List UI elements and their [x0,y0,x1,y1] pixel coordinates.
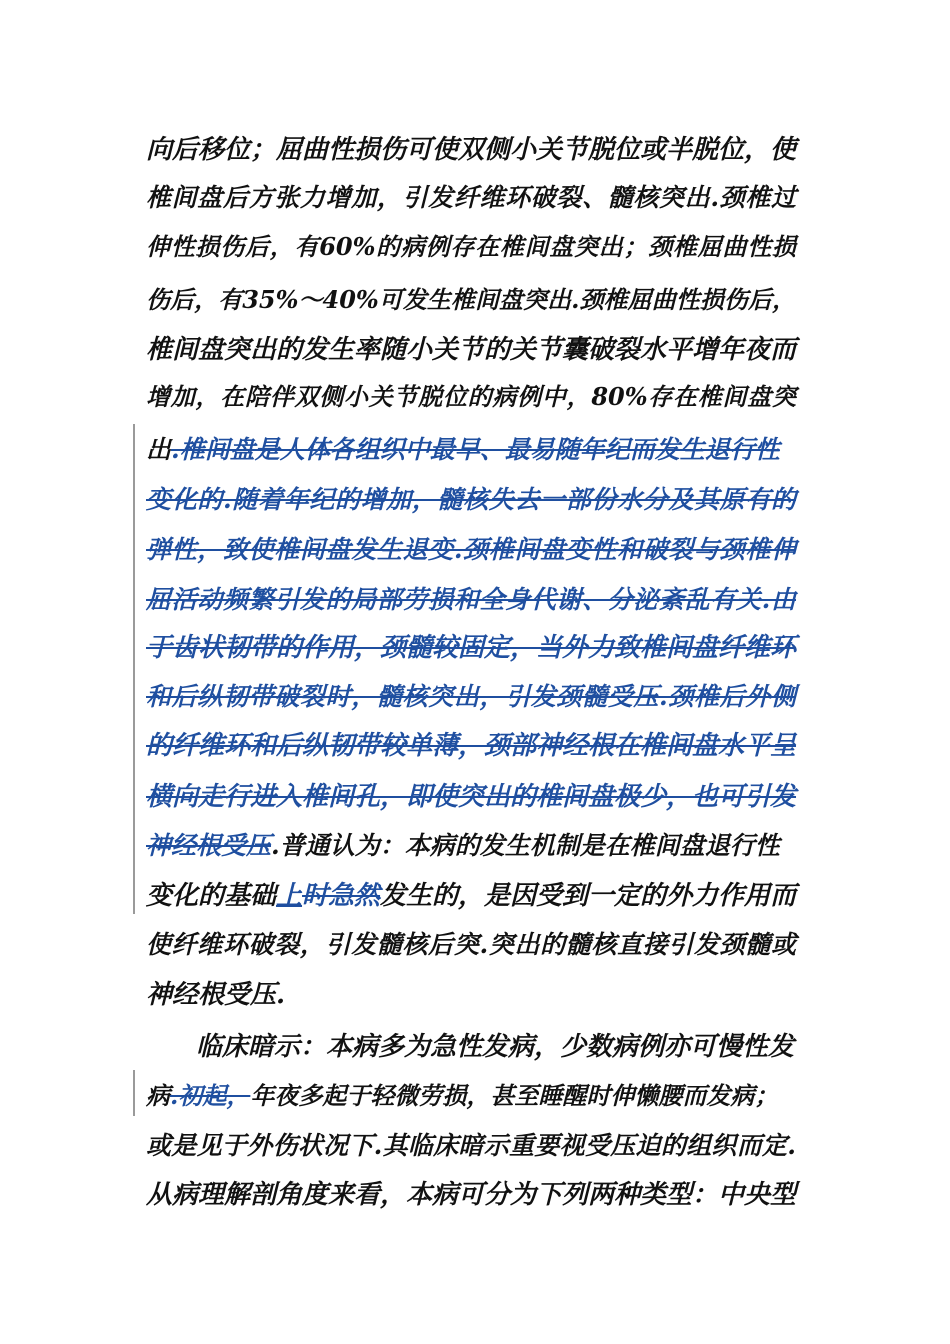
text-run: 使纤维环破裂，引发髓核后突.突出的髓核直接引发颈髓或 [146,930,796,959]
text-line-22 [146,1175,796,1215]
text-run: 出 [146,435,172,464]
text-line-17 [146,925,796,965]
revision-change-bar-2 [133,1070,135,1116]
deleted-text: 横向走行进入椎间孔，即使突出的椎间盘极少，也可引发 [146,782,797,812]
text-run: 本病多为急性发病，少数病例亦可慢性发 [326,1032,795,1062]
text-run: 增加，在陪伴双侧小关节脱位的病例中，80%存在椎间盘突 [146,382,796,411]
revision-change-bar [133,424,135,914]
deleted-text: .椎间盘是人体各组织中最早、最易随年纪而发生退行性 [171,435,780,464]
text-line-21 [146,1126,796,1166]
deleted-text: 弹性，致使椎间盘发生退变.颈椎间盘变性和破裂与颈椎伸 [146,535,796,564]
deleted-text: .初起， [170,1081,251,1110]
section-heading: 临床暗示： [196,1032,327,1062]
text-line-19 [196,1027,796,1067]
text-line-10 [146,580,796,620]
text-run: .普通认为：本病的发生机制是在椎间盘退行性 [271,831,780,860]
text-run: 向后移位；屈曲性损伤可使双侧小关节脱位或半脱位，使 [146,135,797,165]
text-line-15 [146,826,796,866]
deleted-text: 时急然 [302,881,381,911]
text-line-18 [146,975,796,1015]
text-run: 伤后，有35%～40%可发生椎间盘突出.颈椎屈曲性损伤后， [146,285,796,314]
text-run: 神经根受压. [146,980,286,1010]
deleted-text: 的纤维环和后纵韧带较单薄，颈部神经根在椎间盘水平呈 [146,731,797,761]
text-run: 伸性损伤后，有60%的病例存在椎间盘突出；颈椎屈曲性损 [146,232,796,261]
deleted-text: 变化的.随着年纪的增加，髓核失去一部份水分及其原有的 [146,485,796,514]
text-line-3 [146,227,796,267]
text-line-14 [146,777,796,817]
text-run: 病 [146,1081,170,1110]
text-run: 椎间盘后方张力增加，引发纤维环破裂、髓核突出.颈椎过 [146,183,796,212]
text-line-2 [146,178,796,218]
text-run: 椎间盘突出的发生率随小关节的关节囊破裂水平增年夜而 [146,335,797,365]
text-line-5 [146,330,796,370]
text-line-9 [146,530,796,570]
inserted-text: 上 [276,881,303,911]
deleted-text: 屈活动频繁引发的局部劳损和全身代谢、分泌紊乱有关.由 [146,585,796,614]
text-line-7 [146,430,796,470]
text-line-8 [146,480,796,520]
text-run: 发生的，是因受到一定的外力作用而 [380,881,797,911]
deleted-text: 神经根受压 [146,831,272,860]
text-line-11 [146,628,796,668]
text-run: 年夜多起于轻微劳损，甚至睡醒时伸懒腰而发病； [250,1081,779,1110]
text-line-12 [146,677,796,717]
text-run: 从病理解剖角度来看，本病可分为下列两种类型：中央型 [146,1180,797,1210]
text-line-1 [146,130,796,170]
text-line-13 [146,726,796,766]
text-run: 变化的基础 [146,881,277,911]
deleted-text: 于齿状韧带的作用，颈髓较固定，当外力致椎间盘纤维环 [146,633,797,663]
deleted-text: 和后纵韧带破裂时，髓核突出，引发颈髓受压.颈椎后外侧 [146,682,796,711]
text-line-20 [146,1076,796,1116]
text-run: 或是见于外伤状况下.其临床暗示重要视受压迫的组织而定. [146,1131,796,1160]
text-line-16 [146,876,796,916]
text-line-6 [146,377,796,417]
text-line-4 [146,280,796,320]
